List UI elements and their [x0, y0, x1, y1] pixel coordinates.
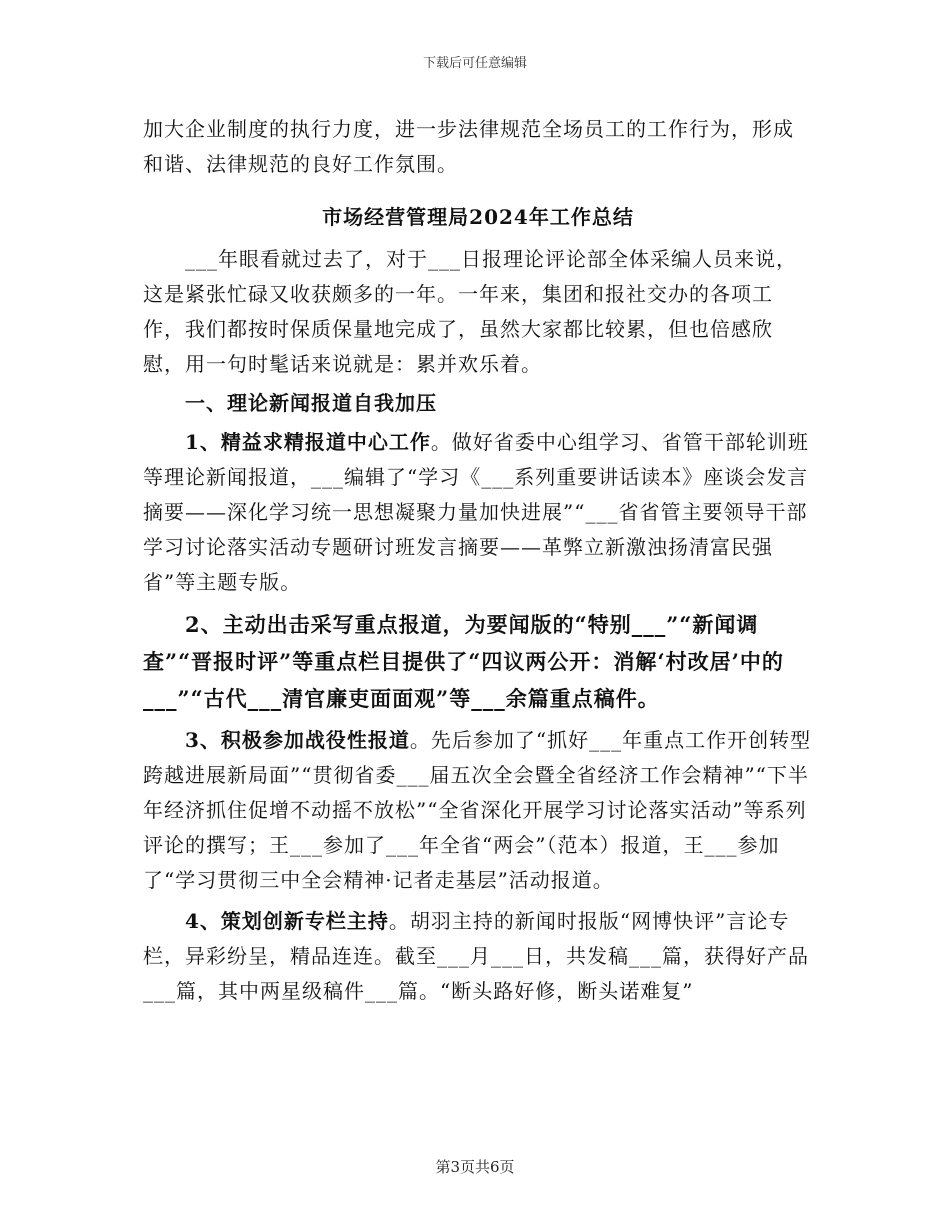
item-3-lead: 3、积极参加战役性报道 [185, 728, 410, 752]
section-heading: 一、理论新闻报道自我加压 [185, 391, 437, 415]
page-number: 第3页共6页 [435, 1158, 515, 1176]
item-4-lead: 4、策划创新专栏主持 [185, 909, 389, 933]
item-1-paragraph [143, 425, 813, 600]
document-title: 市场经营管理局2024年工作总结 [322, 205, 634, 229]
item-1-body: 。做好省委中心组学习、省管干部轮训班等理论新闻报道，___编辑了“学习《___系列重要讲话读本》座谈会发言摘要——深化学习统一思想凝聚力量加快进展”“___省省管主要领导干部学习讨论落实活动专题研讨班发言摘要——革弊立新激浊扬清富民强省”等主题专版。 [143, 430, 809, 594]
item-3-paragraph [143, 723, 813, 898]
item-4-body: 。胡羽主持的新闻时报版“网博快评”言论专栏，异彩纷呈，精品连连。截至___月___日，共发稿___篇，获得好产品___篇，其中两星级稿件___篇。“断头路好修，断头诺难复” [143, 909, 809, 1003]
item-3-body: 。先后参加了“抓好___年重点工作开创转型跨越进展新局面”“贯彻省委___届五次全会暨全省经济工作会精神”“下半年经济抓住促增不动摇不放松”“全省深化开展学习讨论落实活动”等系列评论的撰写；王___参加了___年全省“两会”（范本）报道，王___参加了“学习贯彻三中全会精神·记者走基层”活动报道。 [143, 728, 812, 892]
item-4-paragraph [143, 904, 813, 1009]
item-2-paragraph: 2、主动出击采写重点报道，为要闻版的“特别___”“新闻调查”“晋报时评”等重点栏目提供了“四议两公开：消解‘村改居’中的___”“古代___清官廉吏面面观”等___余篇重点稿件。 [143, 612, 784, 711]
item-1-lead: 1、精益求精报道中心工作 [185, 430, 431, 454]
header-note: 下载后可任意编辑 [422, 56, 527, 71]
intro-paragraph: 加大企业制度的执行力度，进一步法律规范全场员工的工作行为，形成和谐、法律规范的良好工作氛围。 [143, 117, 794, 176]
document-body [143, 112, 813, 1009]
opening-paragraph: ___年眼看就过去了，对于___日报理论评论部全体采编人员来说，这是紧张忙碌又收获颇多的一年。一年来，集团和报社交办的各项工作，我们都按时保质保量地完成了，虽然大家都比较累，但也倍感欣慰，用一句时髦话来说就是：累并欢乐着。 [143, 247, 797, 376]
